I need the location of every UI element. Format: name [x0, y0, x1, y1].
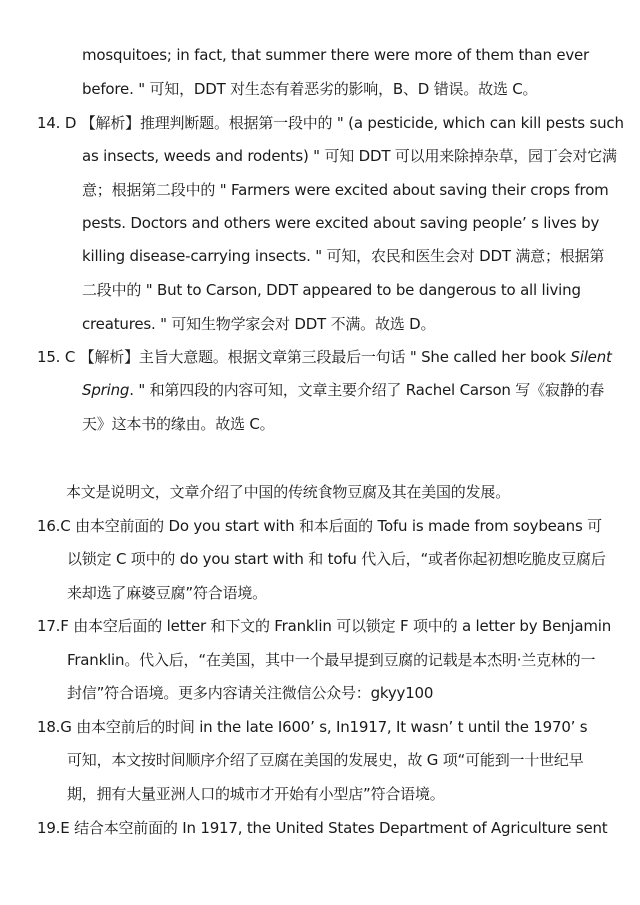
text-line: Franklin。代入后，“在美国，其中一个最早提到豆腐的记载是本杰明·兰克林的一 [67, 651, 596, 669]
passage-intro: 本文是说明文，文章介绍了中国的传统食物豆腐及其在美国的发展。 [66, 483, 511, 501]
answer-19-line: 19.E 结合本空前面的 In 1917, the United States Department of Agriculture sent [37, 819, 608, 837]
text-line: as insects, weeds and rodents) " 可知 DDT 可以用来除掉杂草，园丁会对它满 [82, 147, 617, 165]
answer-17-line: 17.F 由本空后面的 letter 和下文的 Franklin 可以锁定 F 项中的 a letter by Benjamin [37, 617, 612, 635]
text-line: 二段中的 " But to Carson, DDT appeared to be dangerous to all living [82, 281, 581, 299]
book-title-italic: Silent [570, 348, 612, 366]
text-line: 意；根据第二段中的 " Farmers were excited about saving their crops from [82, 181, 609, 199]
answer-18-line: 18.G 由本空前后的时间 in the late I600’ s, In1917, It wasn’ t until the 1970’ s [37, 718, 588, 736]
text-line: mosquitoes; in fact, that summer there were more of them than ever [82, 46, 590, 64]
answer-14-line: 14. D 【解析】推理判断题。根据第一段中的 " (a pesticide, which can kill pests such [37, 114, 624, 132]
text-line: before. " 可知，DDT 对生态有着恶劣的影响，B、D 错误。故选 C。 [82, 80, 538, 98]
text-line: 天》这本书的缘由。故选 C。 [82, 415, 275, 433]
text-segment: 15. C 【解析】主旨大意题。根据文章第三段最后一句话 " She called her book [37, 348, 571, 366]
text-line: 可知，本文按时间顺序介绍了豆腐在美国的发展史，故 G 项“可能到一十世纪早 [67, 751, 584, 769]
answer-15-line [37, 347, 612, 367]
text-line: killing disease-carrying insects. " 可知，农民和医生会对 DDT 满意；根据第 [82, 247, 605, 265]
text-line: 期，拥有大量亚洲人口的城市才开始有小型店”符合语境。 [67, 785, 445, 803]
answer-16-line: 16.C 由本空前面的 Do you start with 和本后面的 Tofu is made from soybeans 可 [37, 517, 602, 535]
text-line: creatures. " 可知生物学家会对 DDT 不满。故选 D。 [82, 315, 436, 333]
book-title-italic: Spring [82, 381, 130, 399]
text-segment: . " 和第四段的内容可知，文章主要介绍了 Rachel Carson 写《寂静的春 [129, 381, 605, 399]
text-line: 以锁定 C 项中的 do you start with 和 tofu 代入后，“或者你起初想吃脆皮豆腐后 [67, 550, 606, 568]
text-line: 来却选了麻婆豆腐”符合语境。 [67, 584, 267, 602]
text-line [82, 380, 604, 400]
text-line: 封信”符合语境。更多内容请关注微信公众号：gkyy100 [67, 684, 434, 702]
text-line: pests. Doctors and others were excited about saving people’ s lives by [82, 214, 600, 232]
